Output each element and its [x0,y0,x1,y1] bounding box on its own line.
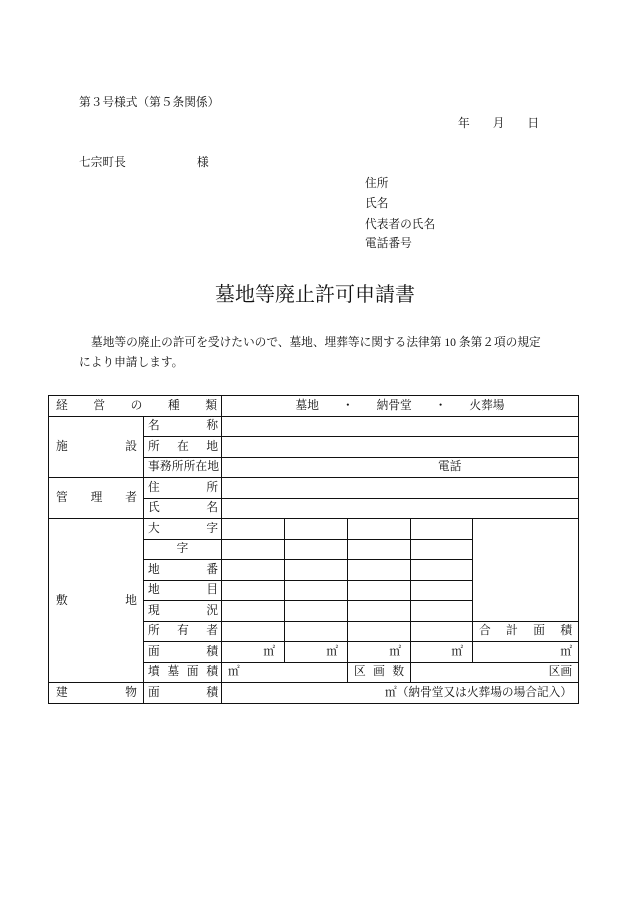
site-label: 敷地 [49,519,144,683]
body-text-line: により申請します。 [79,356,184,369]
site-area-unit: ㎡ [348,642,411,663]
body-text-line: 墓地等の廃止の許可を受けたいので、墓地、埋葬等に関する法律第 10 条第２項の規定 [91,336,541,349]
site-current-state-cell [222,601,285,622]
form-number: 第３号様式（第５条関係） [79,96,220,109]
site-aza-label: 字 [144,539,222,560]
facility-office-label: 事務所所在地 [144,457,222,478]
site-grave-area-label: 墳墓面積 [144,662,222,683]
manager-label: 管理者 [49,478,144,519]
site-aza-cell [222,539,285,560]
facility-phone-label: 電話 [438,460,462,474]
site-blank-merged-cell [473,519,579,622]
row-manager-address [49,478,579,499]
facility-label: 施設 [49,416,144,478]
business-type-options-cell [222,396,579,417]
site-land-category-label: 地目 [144,580,222,601]
site-aza-cell [411,539,473,560]
option-separator: ・ [341,398,354,412]
applicant-address-label: 住所 [365,177,389,190]
building-label: 建物 [49,683,144,704]
site-area-unit: ㎡ [285,642,348,663]
date-day-label: 日 [527,117,540,130]
site-total-area-label: 合計面積 [473,621,579,642]
option-crematorium: 火葬場 [469,398,505,412]
site-oaza-cell [411,519,473,540]
site-owner-cell [411,621,473,642]
site-grave-area-unit: ㎡ [222,662,348,683]
site-lot-number-cell [222,560,285,581]
manager-address-field [222,478,579,499]
addressee-name: 七宗町長 [79,156,126,169]
site-oaza-label: 大字 [144,519,222,540]
applicant-representative-label: 代表者の氏名 [365,218,436,231]
row-building-area [49,683,579,704]
date-year-label: 年 [458,117,470,130]
site-current-state-label: 現況 [144,601,222,622]
option-separator: ・ [434,398,447,412]
manager-address-label: 住所 [144,478,222,499]
manager-name-label: 氏名 [144,498,222,519]
row-facility-name [49,416,579,437]
site-owner-cell [222,621,285,642]
site-plot-count-label: 区画数 [348,662,411,683]
site-plot-unit: 区画 [411,662,579,683]
facility-office-field [222,457,579,478]
site-owner-cell [348,621,411,642]
application-table [48,395,579,704]
addressee-honorific: 様 [197,156,209,169]
site-owner-cell [285,621,348,642]
building-area-note: ㎡（納骨堂又は火葬場の場合記入） [222,683,579,704]
row-business-type [49,396,579,417]
facility-location-label: 所在地 [144,437,222,458]
facility-name-label: 名称 [144,416,222,437]
site-current-state-cell [348,601,411,622]
option-ossuary: 納骨堂 [376,398,412,412]
manager-name-field [222,498,579,519]
site-current-state-cell [411,601,473,622]
table-body [49,396,579,704]
document-title: 墓地等廃止許可申請書 [215,284,415,306]
site-lot-number-cell [411,560,473,581]
site-current-state-cell [285,601,348,622]
site-land-category-cell [222,580,285,601]
site-lot-number-cell [285,560,348,581]
facility-name-field [222,416,579,437]
business-type-options [222,400,578,412]
site-land-category-cell [348,580,411,601]
site-area-label: 面積 [144,642,222,663]
site-total-area-unit: ㎡ [473,642,579,663]
site-area-unit: ㎡ [411,642,473,663]
site-oaza-cell [348,519,411,540]
business-type-label: 経営の種類 [49,396,222,417]
site-oaza-cell [285,519,348,540]
row-site-oaza [49,519,579,540]
site-lot-number-cell [348,560,411,581]
option-cemetery: 墓地 [295,398,319,412]
site-oaza-cell [222,519,285,540]
site-lot-number-label: 地番 [144,560,222,581]
facility-location-field [222,437,579,458]
date-line [458,117,539,131]
applicant-name-label: 氏名 [365,197,389,210]
date-month-label: 月 [492,117,505,130]
site-aza-cell [285,539,348,560]
site-aza-cell [348,539,411,560]
building-area-label: 面積 [144,683,222,704]
site-area-unit: ㎡ [222,642,285,663]
site-land-category-cell [285,580,348,601]
applicant-phone-label: 電話番号 [365,237,412,250]
site-owner-label: 所有者 [144,621,222,642]
site-land-category-cell [411,580,473,601]
